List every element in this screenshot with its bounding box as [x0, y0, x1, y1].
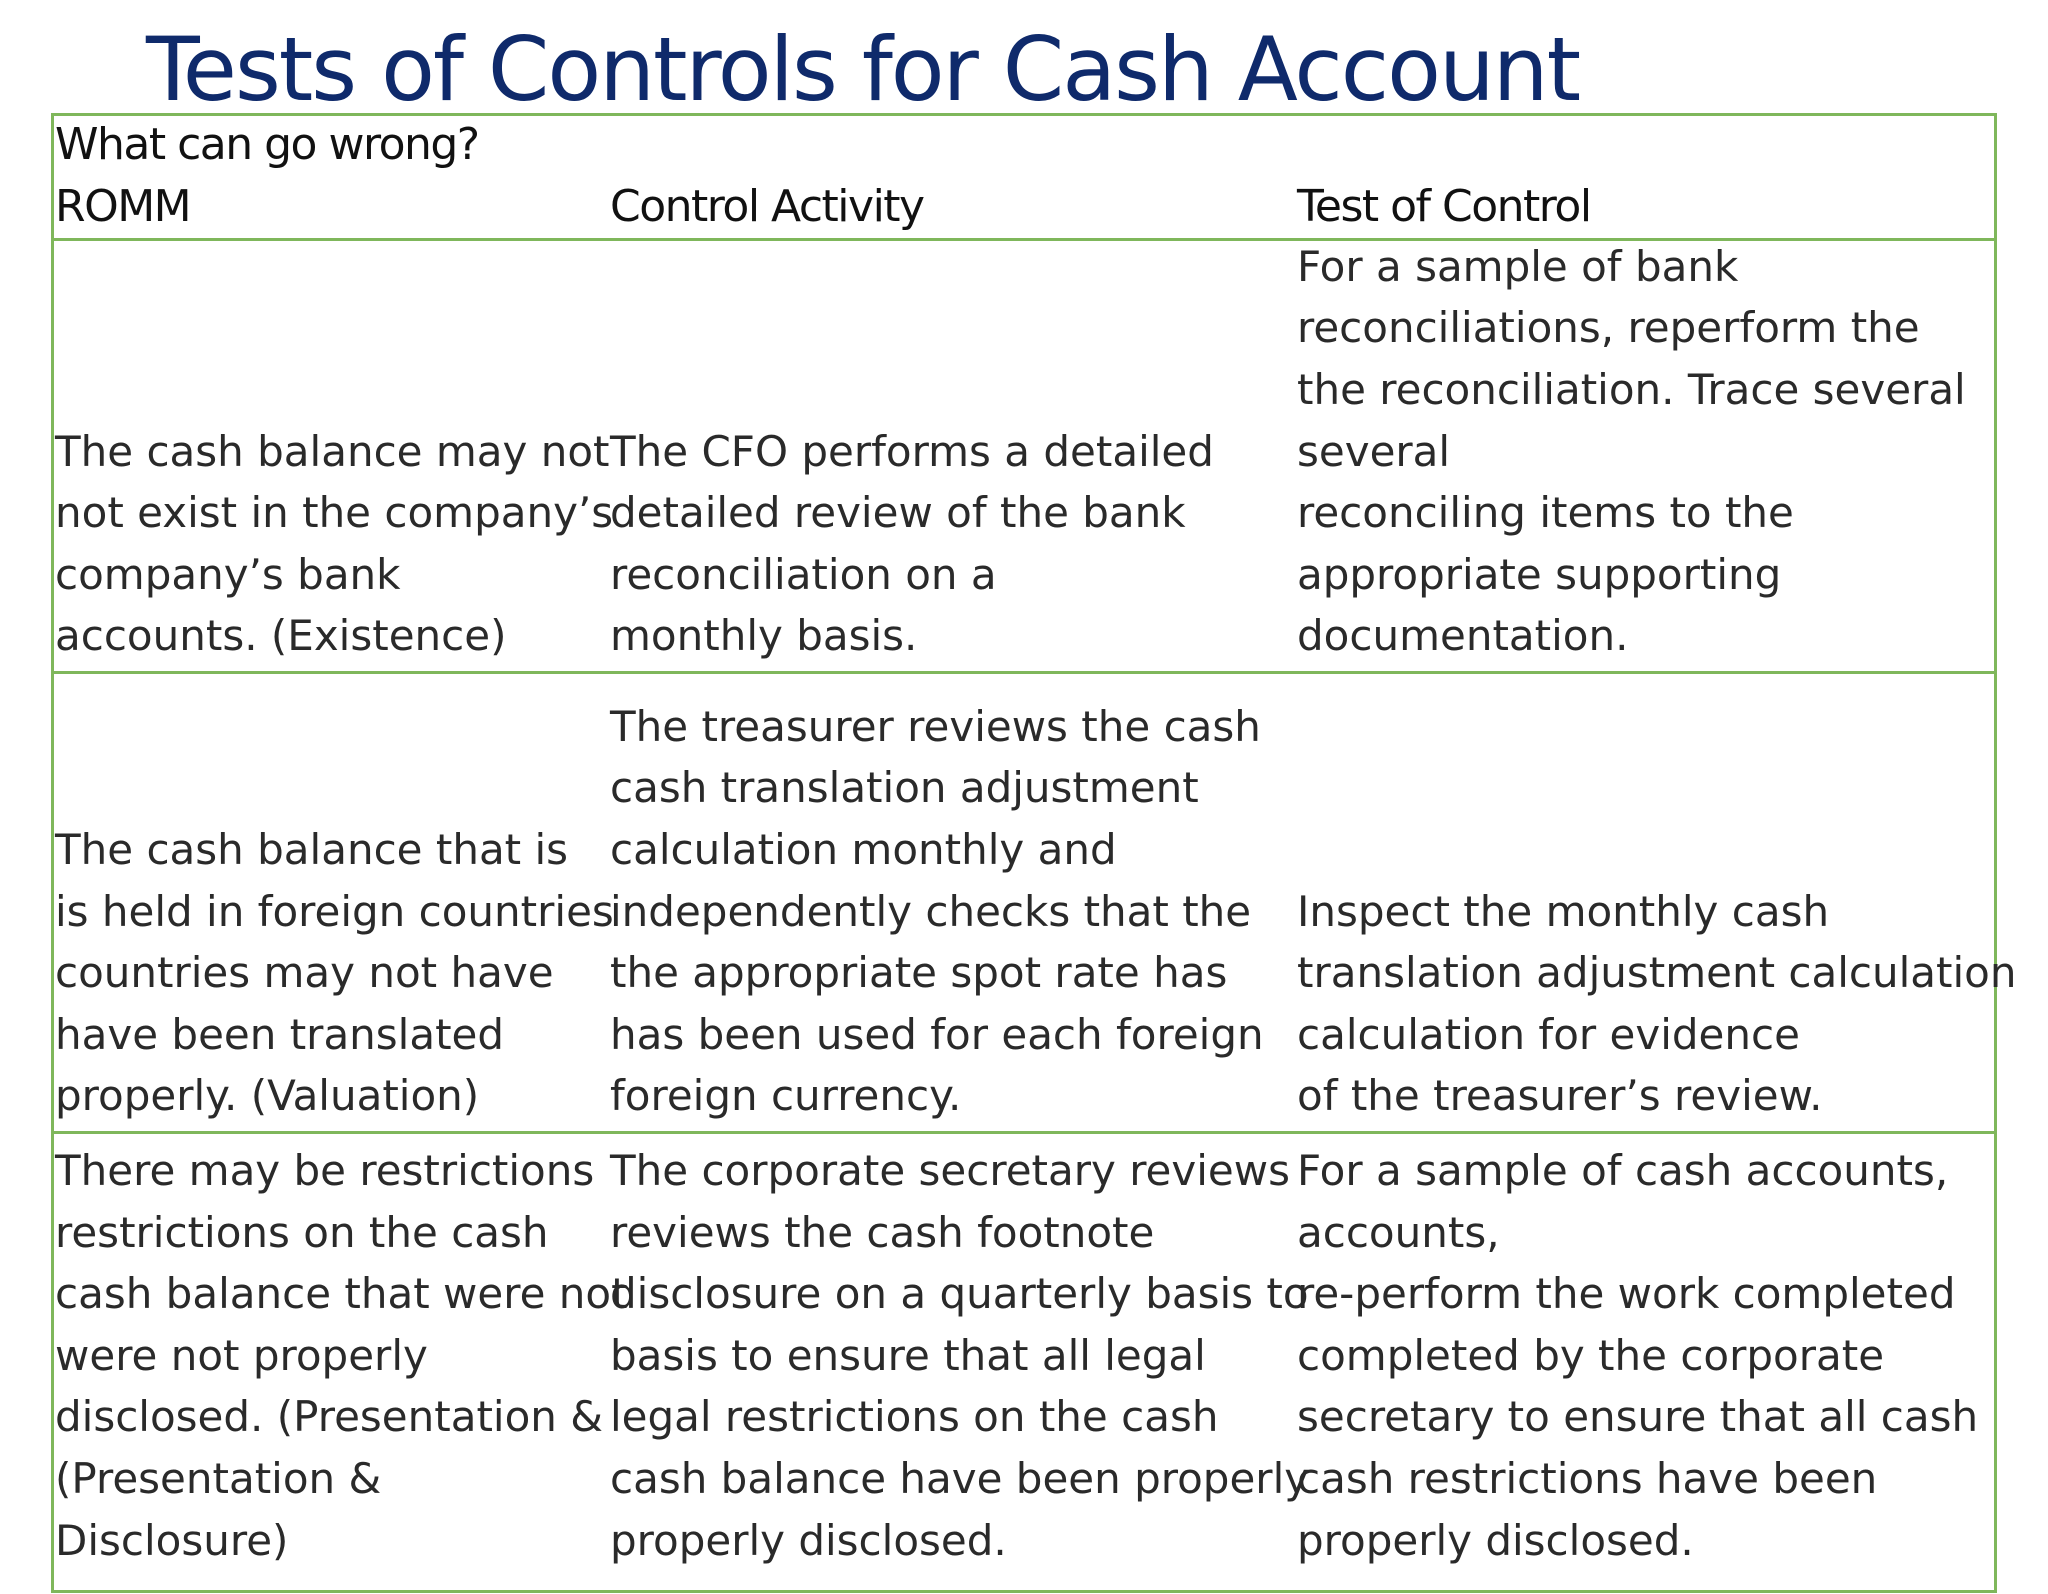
header-test-of-control	[1297, 116, 1997, 238]
table-row-presentation-disclosure	[54, 1134, 1994, 1594]
cell-line: calculation for evidence	[1297, 1009, 1800, 1059]
romm-cell	[55, 241, 614, 671]
romm-cell	[55, 1134, 628, 1594]
test-of-control-cell	[1297, 1134, 1997, 1594]
cell-line: cash balance that were not	[55, 1269, 628, 1319]
header-romm	[55, 116, 605, 238]
cell-line: calculation monthly and	[610, 825, 1117, 875]
cell-line: countries may not have	[55, 948, 554, 998]
cell-line: (Presentation &	[55, 1453, 382, 1503]
cell-line: Disclosure)	[55, 1515, 289, 1565]
cell-line: foreign currency.	[610, 1071, 962, 1121]
romm-cell	[55, 674, 614, 1131]
cell-line: reviews the cash footnote	[610, 1207, 1155, 1257]
cell-line: appropriate supporting	[1297, 549, 1782, 599]
control-activity-cell	[610, 674, 1300, 1131]
table-row-valuation	[54, 674, 2017, 1134]
cell-line: The corporate secretary reviews	[610, 1146, 1290, 1195]
cell-line: basis to ensure that all legal	[610, 1330, 1206, 1380]
cell-line: disclosed. (Presentation &	[55, 1392, 604, 1442]
cell-line: reconciling items to the	[1297, 488, 1794, 538]
cell-line: cash translation adjustment	[610, 763, 1199, 813]
cell-line: re-perform the work completed	[1297, 1269, 1956, 1319]
cell-line: company’s bank	[55, 549, 401, 599]
cell-line: secretary to ensure that all cash	[1297, 1392, 1979, 1442]
cell-line: the reconciliation. Trace several	[1297, 365, 1966, 415]
cell-line: the appropriate spot rate has	[610, 948, 1228, 998]
cell-line: The cash balance may not	[55, 426, 610, 476]
cell-line: properly. (Valuation)	[55, 1071, 480, 1121]
cell-line: reconciliation on a	[610, 549, 997, 599]
cell-line: For a sample of cash accounts,	[1297, 1146, 1949, 1195]
cell-line: several	[1297, 426, 1451, 476]
cell-line: independently checks that the	[610, 886, 1252, 936]
cell-line: were not properly	[55, 1330, 428, 1380]
cell-line: disclosure on a quarterly basis to	[610, 1269, 1309, 1319]
cell-line: completed by the corporate	[1297, 1330, 1885, 1380]
table-header-row	[54, 116, 1994, 241]
table-row-existence	[54, 241, 1994, 674]
cell-line: For a sample of bank	[1297, 241, 1739, 291]
cell-line: Inspect the monthly cash	[1297, 886, 1830, 936]
header-control-activity	[610, 116, 1300, 238]
test-of-control-cell	[1297, 241, 1997, 671]
cell-line: cash restrictions have been	[1297, 1453, 1878, 1503]
cell-line: is held in foreign countries	[55, 886, 614, 936]
header-test-of-control-label: Test of Control	[1297, 181, 1591, 232]
cell-line: reconciliations, reperform the	[1297, 303, 1920, 353]
cell-line: The cash balance that is	[55, 825, 569, 875]
control-activity-cell	[610, 241, 1300, 671]
cell-line: accounts,	[1297, 1207, 1500, 1257]
cell-line: cash balance have been properly	[610, 1453, 1310, 1503]
cell-line: has been used for each foreign	[610, 1009, 1264, 1059]
cell-line: There may be restrictions	[55, 1146, 595, 1195]
header-control-activity-label: Control Activity	[610, 181, 924, 232]
cell-line: legal restrictions on the cash	[610, 1392, 1219, 1442]
cell-line: translation adjustment calculation	[1297, 948, 2017, 998]
test-of-control-cell	[1297, 674, 2017, 1131]
slide-title: Tests of Controls for Cash Account	[146, 18, 1580, 121]
header-romm-line2: ROMM	[55, 181, 191, 232]
cell-line: have been translated	[55, 1009, 505, 1059]
cell-line: detailed review of the bank	[610, 488, 1186, 538]
cell-line: The treasurer reviews the cash	[610, 701, 1261, 751]
controls-table	[51, 113, 2017, 1593]
cell-line: accounts. (Existence)	[55, 611, 507, 661]
cell-line: The CFO performs a detailed	[610, 426, 1214, 476]
control-activity-cell	[610, 1134, 1310, 1594]
cell-line: monthly basis.	[610, 611, 918, 661]
cell-line: restrictions on the cash	[55, 1207, 549, 1257]
cell-line: properly disclosed.	[1297, 1515, 1694, 1565]
cell-line: documentation.	[1297, 611, 1629, 661]
cell-line: not exist in the company’s	[55, 488, 614, 538]
cell-line: properly disclosed.	[610, 1515, 1007, 1565]
header-romm-line1: What can go wrong?	[55, 119, 479, 170]
cell-line: of the treasurer’s review.	[1297, 1071, 1823, 1121]
